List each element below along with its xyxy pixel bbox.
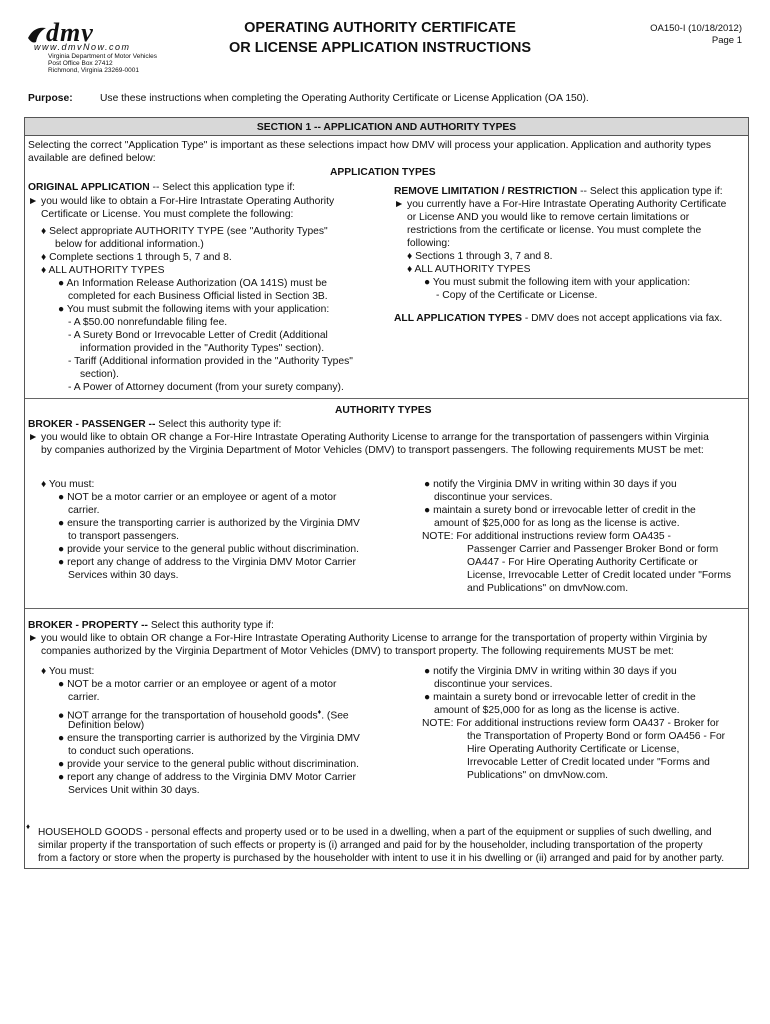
remove-line: - Copy of the Certificate or License.: [436, 290, 598, 301]
original-line: ♦ Complete sections 1 through 5, 7 and 8.: [41, 252, 232, 263]
footnote-line: from a factory or store when the property is purchased by the householder with intent to use it in his dwelling or (ii) arranged and paid for by another party.: [38, 853, 724, 864]
original-line: - A $50.00 nonrefundable filing fee.: [68, 317, 228, 328]
logo-url: www.dmvNow.com: [34, 42, 131, 52]
passenger-left-line: ● report any change of address to the Virginia DMV Motor Carrier: [58, 557, 356, 568]
property-household-see: . (See: [321, 710, 349, 722]
passenger-right-line: amount of $25,000 for as long as the license is active.: [434, 518, 680, 529]
passenger-right-line: NOTE: For additional instructions review form OA435 -: [422, 531, 671, 542]
property-heading: [28, 619, 274, 632]
original-heading-rest: -- Select this application type if:: [149, 182, 296, 193]
property-household-text: ● NOT arrange for the transportation of household goods: [58, 710, 318, 722]
passenger-right-line: OA447 - For Hire Operating Authority Certificate or: [467, 557, 698, 568]
original-line: section).: [80, 369, 119, 380]
property-left-line: ● NOT be a motor carrier or an employee or agent of a motor: [58, 679, 337, 690]
original-line: - Tariff (Additional information provided in the "Authority Types": [68, 356, 353, 367]
purpose-text: Use these instructions when completing the Operating Authority Certificate or License Application (OA 150).: [100, 93, 589, 104]
footnote-mark: ♦: [26, 822, 31, 831]
agency-line-1: Virginia Department of Motor Vehicles: [48, 53, 157, 60]
original-line: Certificate or License. You must complete the following:: [41, 209, 294, 220]
all-types-bold: ALL APPLICATION TYPES: [394, 313, 522, 324]
original-heading: [28, 181, 295, 194]
divider: [25, 398, 748, 399]
page-title-line-2: OR LICENSE APPLICATION INSTRUCTIONS: [228, 40, 532, 56]
passenger-right-line: Passenger Carrier and Passenger Broker Bond or form: [467, 544, 719, 555]
footnote-line: similar property if the transportation of such effects or property is (i) arranged and paid for by the householder, including transportation of the property: [38, 840, 703, 851]
passenger-left-line: ♦ You must:: [41, 479, 95, 490]
dmv-logo: [26, 18, 196, 92]
passenger-heading: [28, 418, 281, 431]
remove-heading-bold: REMOVE LIMITATION / RESTRICTION: [394, 186, 578, 197]
property-right-line: NOTE: For additional instructions review form OA437 - Broker for: [422, 718, 719, 729]
property-right-line: Hire Operating Authority Certificate or License,: [467, 744, 680, 755]
section1-intro-1: Selecting the correct "Application Type" is important as these selections impact how DMV will process your application. Application and authority types: [28, 140, 712, 151]
remove-heading: [394, 185, 723, 198]
property-right-line: the Transportation of Property Bond or form OA456 - For: [467, 731, 726, 742]
passenger-left-line: ● ensure the transporting carrier is authorized by the Virginia DMV: [58, 518, 360, 529]
property-left-line: to conduct such operations.: [68, 746, 194, 757]
property-intro: companies authorized by the Virginia Department of Motor Vehicles (DMV) to transport property. The following requirements MUST be met:: [41, 646, 674, 657]
authority-types-heading: AUTHORITY TYPES: [335, 405, 432, 416]
form-id: OA150-I (10/18/2012): [650, 23, 742, 34]
remove-line: following:: [407, 238, 450, 249]
original-line: ► you would like to obtain a For-Hire Intrastate Operating Authority: [28, 196, 335, 207]
household-goods-footnote-mark: ♦: [317, 709, 322, 716]
remove-line: ♦ Sections 1 through 3, 7 and 8.: [407, 251, 553, 262]
passenger-left-line: ● provide your service to the general public without discrimination.: [58, 544, 359, 555]
passenger-left-line: Services within 30 days.: [68, 570, 179, 581]
passenger-right-line: ● notify the Virginia DMV in writing within 30 days if you: [424, 479, 677, 490]
property-right-line: amount of $25,000 for as long as the license is active.: [434, 705, 680, 716]
remove-line: ♦ ALL AUTHORITY TYPES: [407, 264, 531, 275]
logo-wordmark: dmv: [46, 18, 94, 47]
property-right-line: ● notify the Virginia DMV in writing within 30 days if you: [424, 666, 677, 677]
property-heading-bold: BROKER - PROPERTY --: [28, 620, 148, 631]
remove-heading-rest: -- Select this application type if:: [577, 186, 723, 197]
all-types-rest: - DMV does not accept applications via fax.: [521, 313, 723, 324]
property-intro: ► you would like to obtain OR change a For-Hire Intrastate Operating Authority License to arrange for the transportation of property within Virginia by: [28, 633, 708, 644]
agency-line-3: Richmond, Virginia 23269-0001: [48, 67, 139, 74]
original-line: ● You must submit the following items with your application:: [58, 304, 330, 315]
property-left-line: ♦ You must:: [41, 666, 95, 677]
passenger-intro: by companies authorized by the Virginia Department of Motor Vehicles (DMV) to transport passengers. The following requirements MUST be met:: [41, 445, 704, 456]
footnote-line: HOUSEHOLD GOODS - personal effects and property used or to be used in a dwelling, when a part of the equipment or supplies of such dwelling, and: [38, 827, 712, 838]
original-line: ♦ ALL AUTHORITY TYPES: [41, 265, 165, 276]
passenger-right-line: ● maintain a surety bond or irrevocable letter of credit in the: [424, 505, 696, 516]
remove-line: ► you currently have a For-Hire Intrastate Operating Authority Certificate: [394, 199, 727, 210]
property-left-line: Definition below): [68, 720, 145, 731]
passenger-left-line: carrier.: [68, 505, 100, 516]
original-line: information provided in the "Authority Types" section).: [80, 343, 325, 354]
passenger-heading-rest: Select this authority type if:: [155, 419, 282, 430]
passenger-right-line: discontinue your services.: [434, 492, 553, 503]
all-application-types-note: [394, 312, 722, 325]
remove-line: or License AND you would like to remove certain limitations or: [407, 212, 690, 223]
original-line: ♦ Select appropriate AUTHORITY TYPE (see "Authority Types": [41, 226, 328, 237]
original-heading-bold: ORIGINAL APPLICATION: [28, 182, 150, 193]
remove-line: ● You must submit the following item with your application:: [424, 277, 691, 288]
original-line: ● An Information Release Authorization (OA 141S) must be: [58, 278, 327, 289]
passenger-intro: ► you would like to obtain OR change a For-Hire Intrastate Operating Authority License to arrange for the transportation of passengers within Virginia: [28, 432, 709, 443]
original-line: - A Surety Bond or Irrevocable Letter of Credit (Additional: [68, 330, 328, 341]
section1-intro-2: available are defined below:: [28, 153, 156, 164]
passenger-heading-bold: BROKER - PASSENGER --: [28, 419, 156, 430]
property-right-line: Irrevocable Letter of Credit located under "Forms and: [467, 757, 710, 768]
property-right-line: ● maintain a surety bond or irrevocable letter of credit in the: [424, 692, 696, 703]
property-left-line: ● provide your service to the general public without discrimination.: [58, 759, 359, 770]
remove-line: restrictions from the certificate or license. You must complete the: [407, 225, 702, 236]
property-right-line: Publications" on dmvNow.com.: [467, 770, 609, 781]
property-right-line: discontinue your services.: [434, 679, 553, 690]
property-left-line: ● ensure the transporting carrier is authorized by the Virginia DMV: [58, 733, 360, 744]
property-left-line: ● report any change of address to the Virginia DMV Motor Carrier: [58, 772, 356, 783]
passenger-left-line: to transport passengers.: [68, 531, 180, 542]
property-left-line: carrier.: [68, 692, 100, 703]
purpose-label: Purpose:: [28, 93, 73, 104]
application-types-heading: APPLICATION TYPES: [330, 167, 436, 178]
property-left-line: Services Unit within 30 days.: [68, 785, 200, 796]
agency-line-2: Post Office Box 27412: [48, 60, 113, 67]
divider: [25, 608, 748, 609]
passenger-right-line: and Publications" on dmvNow.com.: [467, 583, 629, 594]
original-line: below for additional information.): [55, 239, 204, 250]
section1-title: SECTION 1 -- APPLICATION AND AUTHORITY TYPES: [256, 122, 517, 133]
page-number: Page 1: [711, 35, 742, 46]
property-heading-rest: Select this authority type if:: [147, 620, 274, 631]
original-line: - A Power of Attorney document (from your surety company).: [68, 382, 344, 393]
original-line: completed for each Business Official listed in Section 3B.: [68, 291, 328, 302]
passenger-left-line: ● NOT be a motor carrier or an employee or agent of a motor: [58, 492, 337, 503]
page-title-line-1: OPERATING AUTHORITY CERTIFICATE: [244, 20, 516, 36]
passenger-right-line: License, Irrevocable Letter of Credit located under "Forms: [467, 570, 732, 581]
